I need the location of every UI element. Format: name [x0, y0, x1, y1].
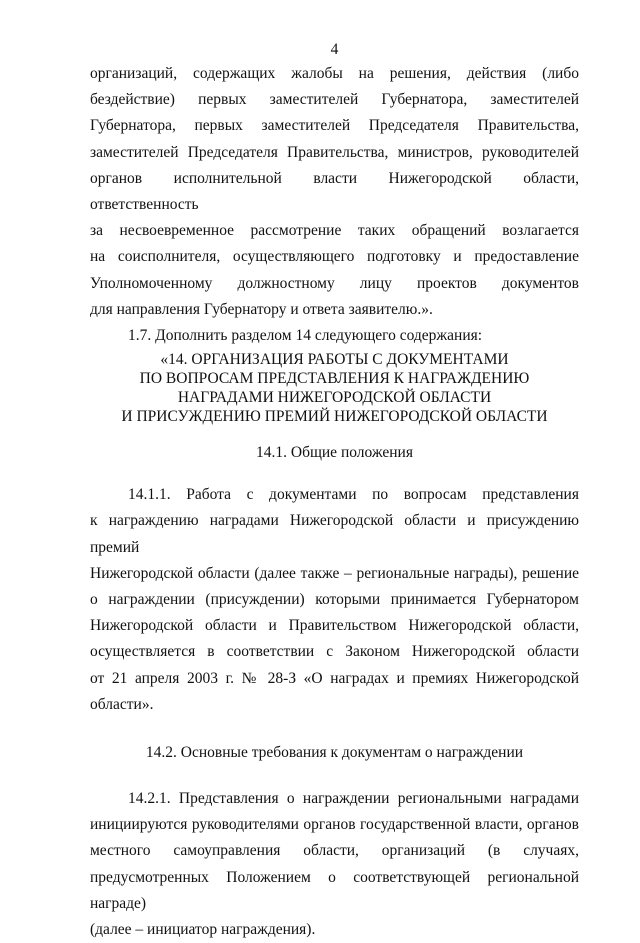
text-line: для направления Губернатору и ответа заявителю.».	[90, 300, 433, 318]
text-line: Губернатора, первых заместителей Председателя Правительства,	[90, 117, 579, 135]
heading-line: ПО ВОПРОСАМ ПРЕДСТАВЛЕНИЯ К НАГРАЖДЕНИЮ	[139, 370, 530, 388]
text-line: органов исполнительной власти Нижегородской области, ответственность	[90, 169, 579, 214]
text-line: 14.2.1. Представления о награждении региональными наградами	[128, 790, 579, 808]
text-line: Нижегородской области и Правительством Нижегородской области,	[90, 617, 579, 635]
paragraph-14-2-1	[90, 786, 579, 943]
heading-line: И ПРИСУЖДЕНИЮ ПРЕМИЙ НИЖЕГОРОДСКОЙ ОБЛАСТИ	[121, 408, 548, 426]
item-1-7: 1.7. Дополнить разделом 14 следующего содержания:	[128, 327, 483, 345]
page-number: 4	[330, 41, 339, 58]
text-line: инициируются руководителями органов государственной власти, органов	[90, 816, 579, 834]
text-line: к награждению наградами Нижегородской области и присуждению премий	[90, 512, 579, 556]
text-line: организаций, содержащих жалобы на решения, действия (либо	[90, 65, 579, 82]
text-line: на соисполнителя, осуществляющего подготовку и предоставление	[90, 248, 579, 266]
text-line: (далее – инициатор награждения).	[90, 921, 316, 939]
text-line: заместителей Председателя Правительства, министров, руководителей	[90, 143, 579, 161]
text-line: осуществляется в соответствии с Законом Нижегородской области	[90, 643, 579, 661]
text-line: 14.1.1. Работа с документами по вопросам представления	[128, 486, 579, 504]
section-heading	[90, 350, 579, 426]
text-line: области».	[90, 695, 154, 713]
heading-line: «14. ОРГАНИЗАЦИЯ РАБОТЫ С ДОКУМЕНТАМИ	[160, 351, 509, 369]
text-line: за несвоевременное рассмотрение таких обращений возлагается	[90, 222, 579, 240]
intro-paragraph	[90, 61, 579, 323]
paragraph-14-1-1	[90, 482, 579, 718]
heading-line: НАГРАДАМИ НИЖЕГОРОДСКОЙ ОБЛАСТИ	[177, 389, 492, 407]
document-page	[90, 40, 579, 943]
subsection-title-14-2: 14.2. Основные требования к документам о награждении	[145, 744, 524, 762]
text-line: бездействие) первых заместителей Губернатора, заместителей	[90, 91, 579, 109]
text-line: о награждении (присуждении) которыми принимается Губернатором	[90, 591, 579, 609]
text-line: Нижегородской области (далее также – региональные награды), решение	[90, 564, 579, 582]
text-line: от 21 апреля 2003 г. № 28-З «О наградах и премиях Нижегородской	[90, 669, 579, 687]
text-line: предусмотренных Положением о соответствующей региональной награде)	[90, 868, 579, 912]
subsection-title-14-1: 14.1. Общие положения	[256, 444, 413, 462]
text-line: местного самоуправления области, организаций (в случаях,	[90, 842, 579, 860]
text-line: Уполномоченному должностному лицу проектов документов	[90, 274, 579, 292]
